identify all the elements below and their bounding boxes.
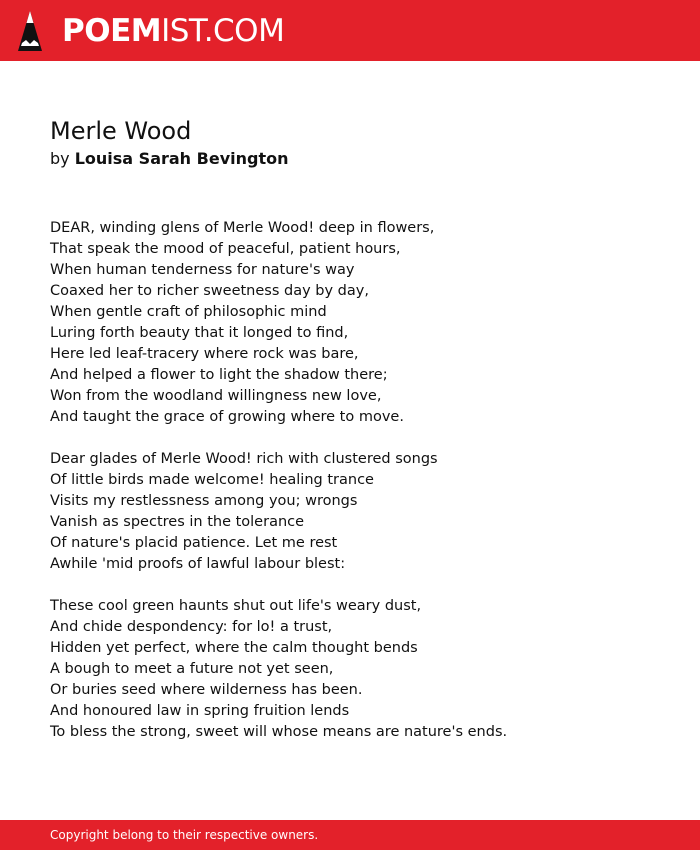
poem-line: And chide despondency: for lo! a trust, — [50, 619, 333, 635]
poem-line: Of little birds made welcome! healing trance — [50, 472, 374, 488]
site-footer — [0, 820, 700, 850]
poem-line: Dear glades of Merle Wood! rich with clustered songs — [50, 451, 438, 467]
brand-name-strong: POEM — [62, 13, 162, 49]
pencil-icon — [18, 10, 42, 51]
poem-line: To bless the strong, sweet will whose means are nature's ends. — [50, 724, 508, 740]
poem-line: And helped a flower to light the shadow there; — [50, 367, 388, 383]
poem-line: DEAR, winding glens of Merle Wood! deep in flowers, — [50, 220, 435, 236]
copyright-notice: Copyright belong to their respective owners. — [50, 828, 319, 842]
brand-name-light: IST.COM — [161, 13, 285, 49]
site-header — [0, 0, 700, 61]
poem-title: Merle Wood — [50, 117, 192, 145]
author-name: Louisa Sarah Bevington — [74, 149, 289, 168]
poem-line: Visits my restlessness among you; wrongs — [50, 493, 358, 509]
poem-line: Here led leaf-tracery where rock was bare, — [50, 346, 359, 362]
poem-line: A bough to meet a future not yet seen, — [50, 661, 334, 677]
poem-line: Vanish as spectres in the tolerance — [50, 514, 305, 530]
byline — [50, 148, 288, 170]
stanza — [50, 218, 507, 428]
poem-line: Luring forth beauty that it longed to find, — [50, 325, 349, 341]
poem-line: Of nature's placid patience. Let me rest — [50, 535, 338, 551]
poem-line: And taught the grace of growing where to move. — [50, 409, 404, 425]
stanza — [50, 596, 507, 743]
poem-line: Coaxed her to richer sweetness day by day, — [50, 283, 369, 299]
poem-line: Hidden yet perfect, where the calm thought bends — [50, 640, 418, 656]
poem-line: That speak the mood of peaceful, patient hours, — [50, 241, 401, 257]
poem-line: Won from the woodland willingness new love, — [50, 388, 382, 404]
poem-body — [50, 218, 507, 764]
poem-line: These cool green haunts shut out life's weary dust, — [50, 598, 422, 614]
poem-line: Or buries seed where wilderness has been. — [50, 682, 363, 698]
poem-line: And honoured law in spring fruition lends — [50, 703, 350, 719]
poem-line: When gentle craft of philosophic mind — [50, 304, 327, 320]
by-label: by — [50, 149, 70, 168]
site-logo-link[interactable] — [62, 12, 284, 50]
stanza — [50, 449, 507, 575]
poem-line: Awhile 'mid proofs of lawful labour blest: — [50, 556, 346, 572]
poem-header — [50, 116, 288, 170]
poem-line: When human tenderness for nature's way — [50, 262, 355, 278]
